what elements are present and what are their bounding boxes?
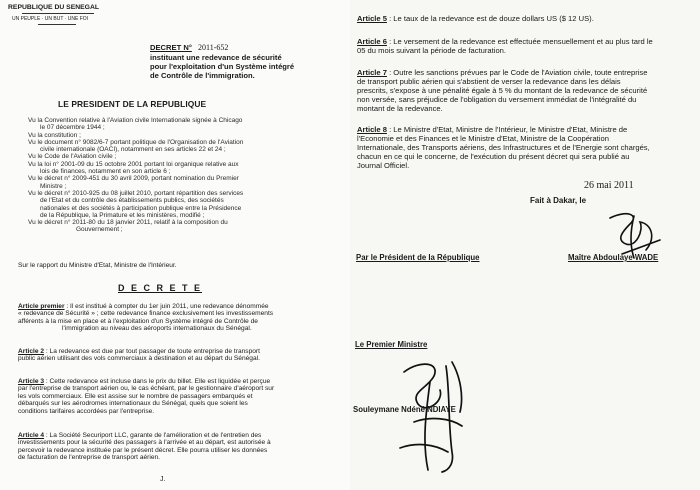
article-text: par l'entreprise de transport aérien ou, le cas échéant, par le gestionnaire d'aéroport sur — [18, 385, 275, 393]
decree-number-line — [150, 43, 228, 52]
vu-line: Vu le décret n° 2011-80 du 18 janvier 2011, relatif à la composition du — [28, 219, 228, 227]
national-motto: UN PEUPLE · UN BUT · UNE FOI — [12, 16, 89, 22]
article-text: : Le versement de la redevance est effectuée mensuellement et au plus tard le — [386, 37, 653, 46]
header-rule — [22, 13, 94, 14]
article-3 — [18, 378, 344, 415]
article-label: Article 7 — [357, 68, 387, 77]
vu-line: Vu la constitution ; — [28, 131, 81, 139]
signature-place: Fait à Dakar, le — [530, 196, 587, 205]
footer-mark: J. — [160, 476, 166, 483]
vu-line: nationales et des sociétés à participation publique entre la Présidence — [40, 204, 242, 212]
vu-line: Gouvernement ; — [76, 226, 123, 234]
decree-label: DECRET N° — [150, 43, 192, 52]
decree-number: 2011-652 — [197, 43, 229, 52]
article-text: afférents à la mise en place et à l'exploitation d'un Système intégré de Contrôle de — [18, 317, 258, 325]
article-text: public aérien utilisant des vols commerciaux à destination et au départ du Sénégal. — [18, 355, 260, 363]
article-text: : La Société Securiport LLC, garante de l'amélioration et de l'entretien des — [44, 432, 262, 439]
article-label: Article 2 — [18, 348, 45, 355]
par-le-president: Par le Président de la République — [356, 253, 480, 262]
decree-title-3: de Contrôle de l'immigration. — [150, 71, 255, 80]
vu-line: Ministre ; — [40, 182, 67, 190]
decree-title-1: instituant une redevance de sécurité — [150, 53, 282, 62]
article-8 — [357, 125, 697, 170]
article-text: 05 du mois suivant la période de facturation. — [357, 46, 507, 55]
vu-block — [28, 117, 318, 234]
article-text: non versée, sans préjudice de l'obligation du versement immédiat de l'intégralité du — [357, 95, 637, 104]
article-text: de transport public aérien qui s'abstient de verser la redevance dans les délais — [357, 77, 621, 86]
vu-line: Vu le décret n° 2010-925 du 08 juillet 2010, portant répartition des services — [28, 189, 244, 197]
article-7 — [357, 68, 697, 113]
article-text: investissements pour la sécurité des passagers à l'arrivée et au départ, est autorisée à — [18, 439, 271, 447]
prime-minister-signature — [390, 352, 480, 477]
president-name: Maître Abdoulaye WADE — [568, 253, 659, 262]
article-label: Article 4 — [18, 432, 45, 439]
president-heading: LE PRESIDENT DE LA REPUBLIQUE — [58, 99, 207, 109]
article-text: Journal Officiel. — [357, 161, 410, 170]
vu-line: civile internationale (OACI), notamment en ses articles 22 et 24 ; — [40, 146, 226, 154]
article-text: débarqués sur les aérodromes internationaux du Sénégal, quels que soient les — [18, 400, 248, 408]
article-text: « redevance de Sécurité » ; cette redevance finance exclusivement les investissements — [18, 310, 274, 318]
article-label: Article 8 — [357, 125, 387, 134]
article-text: : Le Ministre d'Etat, Ministre de l'Intérieur, le Ministre d'Etat, Ministre de — [386, 125, 628, 134]
article-text: chacun en ce qui le concerne, de l'exécution du présent décret qui sera publié au — [357, 152, 630, 161]
article-text: : Cette redevance est incluse dans le prix du billet. Elle est liquidée et perçue — [44, 378, 271, 385]
article-text: : Le taux de la redevance est de douze dollars US ($ 12 US). — [386, 14, 594, 23]
article-1 — [18, 303, 344, 333]
vu-line: Vu la Convention relative à l'Aviation civile Internationale signée à Chicago — [28, 117, 243, 124]
article-label: Article 5 — [357, 14, 387, 23]
article-text: conditions tarifaires accordées par l'entreprise. — [18, 407, 155, 415]
pm-name: Souleymane Ndéné NDIAYE — [353, 405, 456, 414]
article-text: percevoir la redevance instituée par le présent décret. Elle pourra utiliser les données — [18, 446, 268, 454]
article-text: de facturation de l'entreprise de transport aérien. — [18, 454, 161, 462]
right-page — [350, 0, 700, 490]
article-label: Article 6 — [357, 37, 387, 46]
signature-date: 26 mai 2011 — [584, 180, 634, 191]
article-text: : Il est institué à compter du 1er juin 2011, une redevance dénommée — [64, 303, 269, 310]
article-5 — [357, 14, 697, 23]
article-text: montant de la redevance. — [357, 104, 443, 113]
vu-line: le 07 décembre 1944 ; — [40, 124, 105, 132]
article-label: Article 3 — [18, 378, 45, 385]
article-2 — [18, 348, 344, 363]
vu-line: Vu le décret n° 2009-451 du 30 avril 2009, portant nomination du Premier — [28, 175, 239, 183]
article-text: l'Economie et des Finances et le Ministre d'Etat, Ministre de la Coopération — [357, 134, 609, 143]
rapport-line: Sur le rapport du Ministre d'Etat, Ministre de l'Intérieur. — [18, 262, 177, 269]
vu-line: Vu la loi n° 2001-09 du 15 octobre 2001 portant loi organique relative aux — [28, 160, 239, 168]
article-label: Article premier — [18, 303, 65, 310]
article-text: les vols commerciaux. Elle est assise sur le nombre de passagers embarqués et — [18, 392, 253, 400]
article-6 — [357, 37, 697, 55]
article-text: l'immigration au niveau des aéroports internationaux du Sénégal. — [62, 325, 252, 333]
article-text: Internationale, des Transports aériens, des Infrastructures et de l'Energie sont chargés, — [357, 143, 650, 152]
country-name: REPUBLIQUE DU SENEGAL — [8, 4, 100, 11]
decrete-heading: D E C R E T E — [118, 283, 203, 293]
vu-line: Vu le Code de l'Aviation civile ; — [28, 153, 117, 161]
decree-title-2: pour l'exploitation d'un Système intégré — [150, 62, 295, 71]
premier-ministre-heading: Le Premier Ministre — [355, 340, 428, 349]
article-4 — [18, 432, 344, 462]
vu-line: lois de finances, notamment en son article 6 ; — [40, 168, 171, 176]
article-text: prescrits, s'expose à une pénalité égale à 5 % du montant de la redevance de sécurité — [357, 86, 648, 95]
vu-line: Vu le document n° 9082/6-7 portant politique de l'Organisation de l'Aviation — [28, 138, 244, 146]
article-text: : La redevance est due par tout passager de toute entreprise de transport — [44, 348, 260, 355]
vu-line: de la République, la Primature et les ministères, modifié ; — [40, 211, 205, 219]
vu-line: de l'Etat et du contrôle des établissements publics, des sociétés — [40, 197, 224, 205]
article-text: : Outre les sanctions prévues par le Code de l'Aviation civile, toute entreprise — [386, 68, 648, 77]
header-rule-short — [38, 24, 76, 25]
